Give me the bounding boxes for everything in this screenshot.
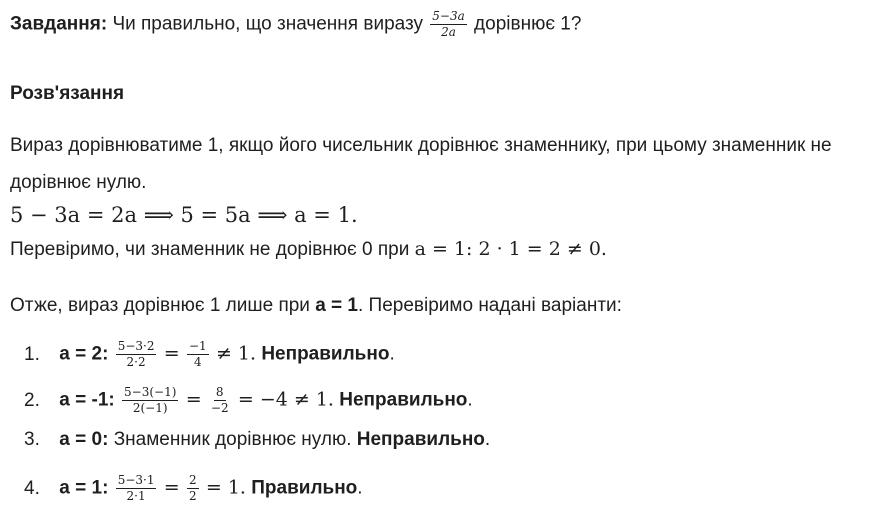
list-item-number: 4. xyxy=(24,477,40,499)
fraction-numerator: 5−3·2 xyxy=(117,339,155,353)
option-fraction xyxy=(122,386,178,415)
option-math-rest: = 1. xyxy=(205,476,246,499)
option-verdict: Неправильно xyxy=(261,343,390,365)
fraction-numerator: 8 xyxy=(215,385,224,399)
option-label: a = -1: xyxy=(59,389,115,411)
task-fraction-numerator: 5−3a xyxy=(432,9,465,23)
list-item: 4. a = 1: $\frac{5-3\cdot 1}{2\cdot 1}$ = $\frac{2}{2}$ = 1. Правильно. xyxy=(10,474,363,503)
option-verdict: Неправильно xyxy=(339,389,468,411)
list-item-number: 3. xyxy=(24,429,40,450)
denominator-check-math: a = 1: 2 · 1 = 2 ≠ 0. xyxy=(414,238,607,260)
option-verdict: Правильно xyxy=(251,477,358,499)
list-item: 1. a = 2: $\frac{5-3\cdot 2}{2\cdot 2}$ = $\frac{-1}{4}$ ≠ 1. Неправильно. xyxy=(10,340,395,369)
option-fraction xyxy=(116,474,157,503)
option-fraction-result xyxy=(187,474,199,503)
option-math-rest: ≠ 1. xyxy=(215,342,257,365)
fraction-denominator: 2 xyxy=(188,489,197,503)
option-verdict: Неправильно xyxy=(356,429,485,450)
equals-sign: = xyxy=(163,476,180,499)
equals-sign: = xyxy=(185,388,202,411)
explanation-line-1: Вираз дорівнюватиме 1, якщо його чисельник дорівнює знаменнику, при цьому знаменник не xyxy=(10,135,832,156)
solution-heading-text: Розв'язання xyxy=(10,83,125,104)
fraction-numerator: 5−3·1 xyxy=(117,473,155,487)
option-label: a = 0: xyxy=(59,429,109,450)
conclusion-text: Отже, вираз дорівнює 1 лише при xyxy=(10,295,310,316)
option-fraction-result xyxy=(209,386,231,415)
list-item: 3. a = 0: Знаменник дорівнює нулю. Неправильно. xyxy=(10,428,490,452)
fraction-denominator: 2·1 xyxy=(126,489,146,503)
task-fraction xyxy=(430,10,466,39)
fraction-numerator: 5−3(−1) xyxy=(124,385,177,399)
fraction-denominator: −2 xyxy=(210,401,229,415)
explanation-line-2: дорівнює нулю. xyxy=(10,172,147,193)
main-equation: 5 − 3a = 2a ⟹ 5 = 5a ⟹ a = 1. xyxy=(10,203,358,227)
fraction-denominator: 2(−1) xyxy=(132,401,168,415)
task-line xyxy=(10,10,581,39)
fraction-numerator: −1 xyxy=(188,339,207,353)
solution-heading xyxy=(10,82,124,106)
list-item-number: 2. xyxy=(24,389,40,411)
task-fraction-denominator: 2a xyxy=(441,25,456,39)
option-text: Знаменник дорівнює нулю. xyxy=(113,429,352,450)
conclusion xyxy=(10,294,622,318)
conclusion-value: a = 1 xyxy=(315,295,358,316)
option-math-rest: = −4 ≠ 1. xyxy=(237,388,334,411)
denominator-check-text: Перевіримо, чи знаменник не дорівнює 0 при xyxy=(10,239,410,260)
option-label: a = 2: xyxy=(59,343,109,365)
fraction-denominator: 2·2 xyxy=(126,355,146,369)
conclusion-text-end: . Перевіримо надані варіанти: xyxy=(358,295,622,316)
task-label: Завдання: xyxy=(10,13,108,35)
list-item-number: 1. xyxy=(24,343,40,365)
task-text: Чи правильно, що значення виразу xyxy=(112,13,423,35)
option-fraction xyxy=(116,340,157,369)
equals-sign: = xyxy=(163,342,180,365)
denominator-check xyxy=(10,237,607,262)
list-item: 2. a = -1: $\frac{5-3(-1)}{2(-1)}$ = $\frac{8}{-2}$ = −4 ≠ 1. Неправильно. xyxy=(10,386,473,415)
fraction-numerator: 2 xyxy=(188,473,197,487)
option-fraction-result xyxy=(187,340,209,369)
fraction-denominator: 4 xyxy=(193,355,202,369)
task-text-end: дорівнює 1? xyxy=(474,13,582,35)
option-label: a = 1: xyxy=(59,477,109,499)
